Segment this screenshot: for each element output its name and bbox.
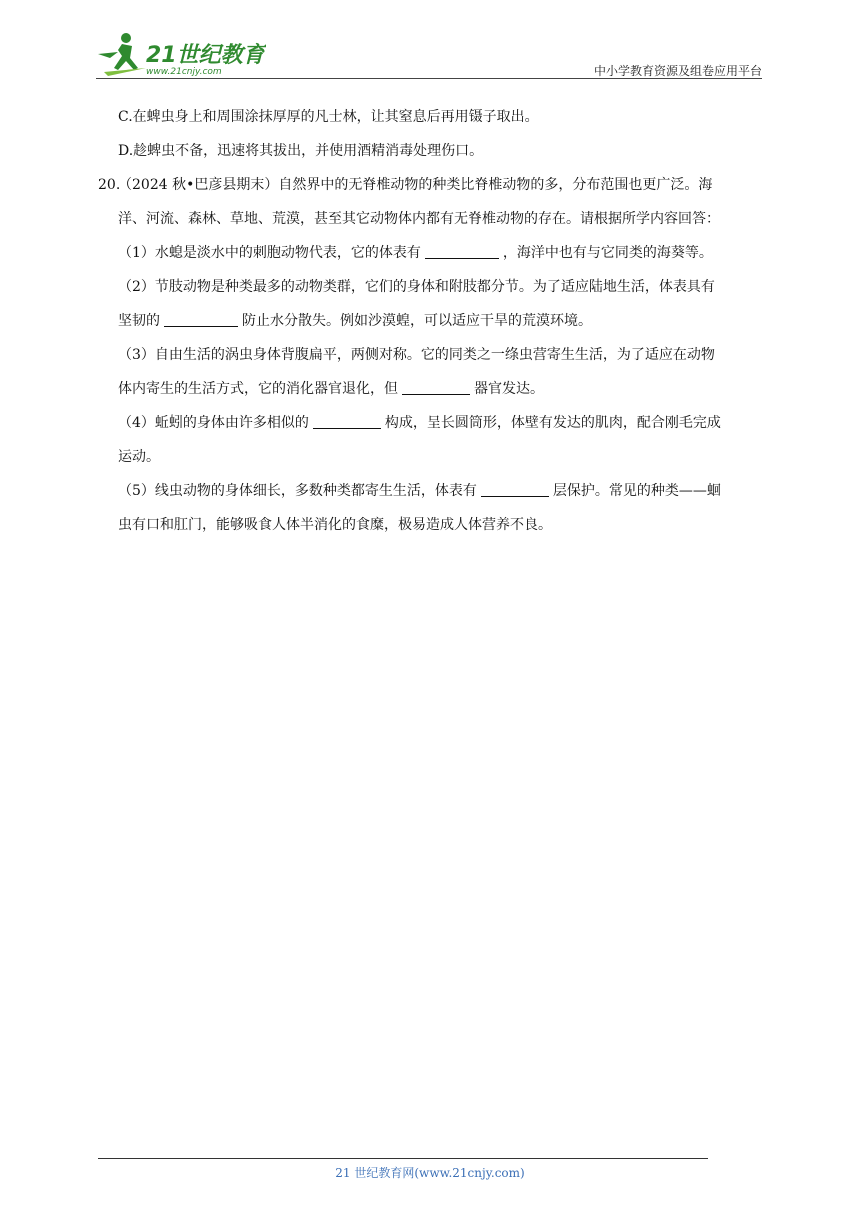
sub-question-2-text-b: 防止水分散失。例如沙漠蝗，可以适应干旱的荒漠环境。 <box>242 313 592 329</box>
sub-question-1 <box>98 236 764 270</box>
sub-question-1-text-a: （1）水螅是淡水中的刺胞动物代表，它的体表有 <box>118 245 421 261</box>
question-20-line-1 <box>98 168 764 202</box>
logo-text: 21世纪教育 <box>146 43 265 68</box>
sub-question-3-line-1: （3）自由生活的涡虫身体背腹扁平，两侧对称。它的同类之一绦虫营寄生生活，为了适应在动物 <box>118 347 715 363</box>
sub-question-4-text-b: 构成，呈长圆筒形，体壁有发达的肌肉，配合刚毛完成 <box>384 415 721 431</box>
answer-blank-1[interactable] <box>425 242 499 259</box>
answer-blank-2[interactable] <box>164 310 238 327</box>
footer-text: 21 世纪教育网(www.21cnjy.com) <box>335 1166 525 1180</box>
logo-url: www.21cnjy.com <box>146 67 222 77</box>
page-header <box>96 28 762 80</box>
runner-icon <box>114 44 138 70</box>
sub-question-4-text-a: （4）蚯蚓的身体由许多相似的 <box>118 415 309 431</box>
answer-blank-4[interactable] <box>313 412 381 429</box>
sub-question-3-text-a: 体内寄生的生活方式，它的消化器官退化，但 <box>118 381 398 397</box>
option-d: D.趁蜱虫不备，迅速将其拔出，并使用酒精消毒处理伤口。 <box>118 143 484 159</box>
site-logo <box>96 28 266 78</box>
sub-question-2-text-a: 坚韧的 <box>118 313 160 329</box>
question-number: 20. <box>98 177 121 193</box>
answer-blank-3[interactable] <box>402 378 470 395</box>
logo-swoosh <box>98 52 118 58</box>
runner-head <box>121 33 131 43</box>
logo-underline <box>104 68 146 76</box>
sub-question-4-line-2: 运动。 <box>118 449 160 465</box>
sub-question-2-line-2 <box>98 304 764 338</box>
question-stem: （2024 秋•巴彦县期末）自然界中的无脊椎动物的种类比脊椎动物的多，分布范围也更广泛。海 <box>118 177 713 193</box>
sub-question-5-line-1 <box>98 474 764 508</box>
sub-question-3-line-2 <box>98 372 764 406</box>
sub-question-2-line-1: （2）节肢动物是种类最多的动物类群，它们的身体和附肢都分节。为了适应陆地生活，体表具有 <box>118 279 715 295</box>
sub-question-4-line-1 <box>98 406 764 440</box>
sub-question-1-text-b: ，海洋中也有与它同类的海葵等。 <box>502 245 713 261</box>
question-20-line-2: 洋、河流、森林、草地、荒漠，甚至其它动物体内都有无脊椎动物的存在。请根据所学内容回答： <box>118 211 720 227</box>
header-divider <box>96 78 762 79</box>
sub-question-5-text-a: （5）线虫动物的身体细长，多数种类都寄生生活，体表有 <box>118 483 477 499</box>
question-content <box>98 100 764 542</box>
sub-question-5-line-2: 虫有口和肛门，能够吸食人体半消化的食糜，极易造成人体营养不良。 <box>118 517 552 533</box>
sub-question-3-text-b: 器官发达。 <box>474 381 544 397</box>
answer-blank-5[interactable] <box>481 480 549 497</box>
sub-question-5-text-b: 层保护。常见的种类——蛔 <box>552 483 721 499</box>
option-c: C.在蜱虫身上和周围涂抹厚厚的凡士林，让其窒息后再用镊子取出。 <box>118 109 539 125</box>
platform-name: 中小学教育资源及组卷应用平台 <box>593 64 762 78</box>
footer-divider <box>98 1158 708 1159</box>
